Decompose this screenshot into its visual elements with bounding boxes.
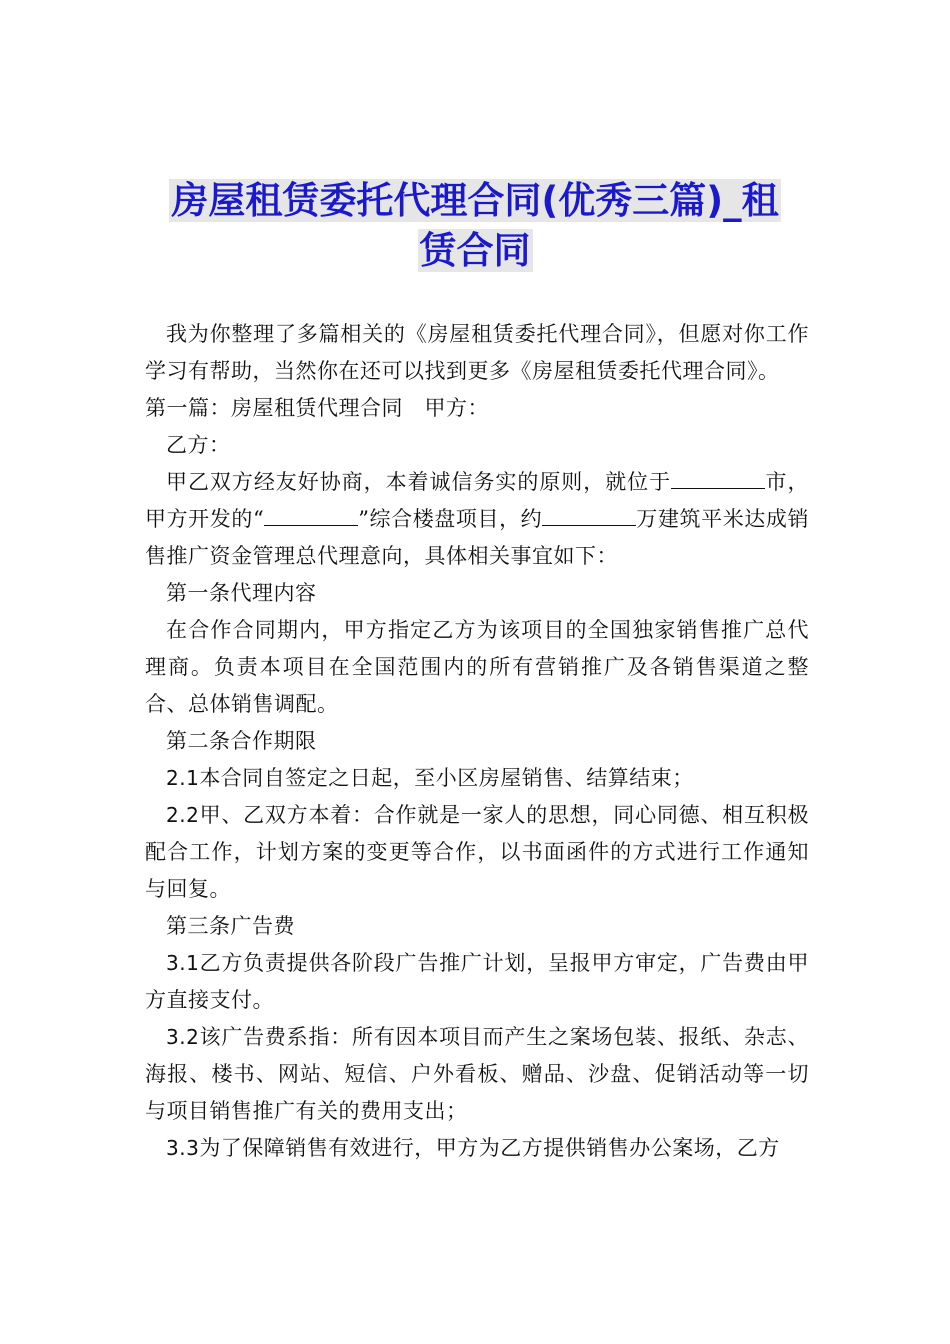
clause-text: 本合同自签定之日起，至小区房屋销售、结算结束； (199, 766, 694, 790)
party-b-label: 乙方： (166, 433, 231, 457)
para1-text-b: 市，甲方开发的“ (145, 470, 809, 531)
clause-number: 2.1 (166, 766, 200, 790)
document-body (145, 316, 809, 1167)
clause-number: 2.2 (166, 803, 200, 827)
article3-heading: 第三条广告费 (166, 914, 295, 938)
blank-city (671, 468, 765, 489)
title-line-2: 赁合同 (419, 229, 531, 272)
document-title (130, 176, 820, 276)
clause-2-2 (145, 797, 809, 908)
clause-3-1 (145, 945, 809, 1019)
clause-text: 为了保障销售有效进行，甲方为乙方提供销售办公案场，乙方 (199, 1136, 780, 1160)
clause-text: 该广告费系指：所有因本项目而产生之案场包装、报纸、杂志、海报、楼书、网站、短信、户外看板、赠品、沙盘、促销活动等一切与项目销售推广有关的费用支出； (145, 1025, 809, 1123)
title-line-1: 房屋租赁委托代理合同(优秀三篇)_租 (171, 179, 779, 222)
clause-3-2 (145, 1019, 809, 1130)
paragraph-location (145, 464, 809, 575)
para1-text-a: 甲乙双方经友好协商，本着诚信务实的原则，就位于 (166, 470, 672, 494)
clause-text: 甲、乙双方本着：合作就是一家人的思想，同心同德、相互积极配合工作，计划方案的变更等合作，以书面函件的方式进行工作通知与回复。 (145, 803, 809, 901)
blank-area (542, 505, 636, 526)
para1-text-d: 万建筑平米达成销售推广资金管理总代理意向，具体相关事宜如下： (145, 507, 809, 568)
clause-3-3 (145, 1130, 809, 1167)
blank-project (264, 505, 358, 526)
clause-2-1 (145, 760, 809, 797)
intro-paragraph: 我为你整理了多篇相关的《房屋租赁委托代理合同》，但愿对你工作学习有帮助，当然你在还可以找到更多《房屋租赁委托代理合同》。 (145, 322, 809, 383)
clause-number: 3.2 (166, 1025, 200, 1049)
part1-heading: 第一篇：房屋租赁代理合同 甲方： (145, 396, 489, 420)
clause-number: 3.3 (166, 1136, 200, 1160)
clause-number: 3.1 (166, 951, 200, 975)
article2-heading: 第二条合作期限 (166, 729, 317, 753)
para1-text-c: ”综合楼盘项目，约 (358, 507, 543, 531)
article1-text: 在合作合同期内，甲方指定乙方为该项目的全国独家销售推广总代理商。负责本项目在全国范围内的所有营销推广及各销售渠道之整合、总体销售调配。 (145, 618, 809, 716)
article1-heading: 第一条代理内容 (166, 581, 317, 605)
clause-text: 乙方负责提供各阶段广告推广计划，呈报甲方审定，广告费由甲方直接支付。 (145, 951, 809, 1012)
